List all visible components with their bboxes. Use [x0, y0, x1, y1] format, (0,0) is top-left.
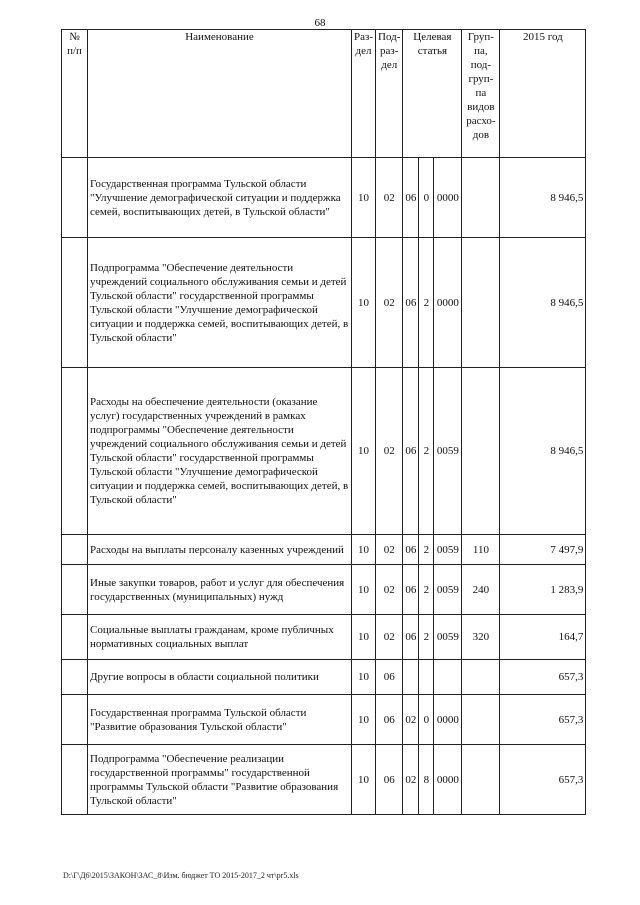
page-number: 68	[314, 17, 326, 29]
row-number-cell	[62, 158, 88, 238]
row-amount-cell: 8 946,5	[500, 158, 586, 238]
row-name-cell: Иные закупки товаров, работ и услуг для обеспечения государственных (муниципальных) нужд	[88, 565, 352, 615]
footer-file-path: D:\Г\Д6\2015\ЗАКОН\ЗАС_8\Изм. бюджет ТО 2015-2017_2 чт\pr5.xls	[63, 871, 299, 880]
row-target-part2-cell: 2	[419, 238, 434, 368]
row-group-cell	[462, 660, 500, 695]
row-razdel-cell: 10	[352, 695, 376, 745]
row-name-cell: Подпрограмма "Обеспечение реализации государственной программы" государственной программы Тульской области "Развитие образования Тульской области"	[88, 745, 352, 815]
row-target-part1-cell: 02	[403, 695, 419, 745]
table-row	[62, 615, 586, 660]
row-number-cell	[62, 565, 88, 615]
row-razdel-cell: 10	[352, 368, 376, 535]
row-group-cell: 110	[462, 535, 500, 565]
row-target-part2-cell	[419, 660, 434, 695]
row-target-part2-cell: 0	[419, 695, 434, 745]
row-podrazdel-cell: 06	[376, 745, 403, 815]
row-group-cell	[462, 238, 500, 368]
row-target-part1-cell: 06	[403, 238, 419, 368]
row-group-cell	[462, 745, 500, 815]
row-target-part3-cell	[434, 660, 462, 695]
row-podrazdel-cell: 02	[376, 368, 403, 535]
row-target-part1-cell	[403, 660, 419, 695]
row-target-part3-cell: 0059	[434, 615, 462, 660]
row-target-part1-cell: 06	[403, 368, 419, 535]
row-group-cell: 240	[462, 565, 500, 615]
row-group-cell	[462, 158, 500, 238]
header-no: № п/п	[62, 30, 88, 158]
row-name-cell: Социальные выплаты гражданам, кроме публичных нормативных социальных выплат	[88, 615, 352, 660]
row-podrazdel-cell: 06	[376, 660, 403, 695]
row-group-cell	[462, 368, 500, 535]
row-number-cell	[62, 660, 88, 695]
row-podrazdel-cell: 02	[376, 615, 403, 660]
row-amount-cell: 8 946,5	[500, 368, 586, 535]
row-razdel-cell: 10	[352, 745, 376, 815]
row-target-part1-cell: 06	[403, 615, 419, 660]
table-row	[62, 158, 586, 238]
row-number-cell	[62, 745, 88, 815]
row-razdel-cell: 10	[352, 565, 376, 615]
row-group-cell	[462, 695, 500, 745]
header-group: Груп- па, под- груп- па видов расхо- дов	[462, 30, 500, 158]
row-razdel-cell: 10	[352, 238, 376, 368]
budget-table	[61, 29, 586, 815]
header-name: Наименование	[88, 30, 352, 158]
row-name-cell: Расходы на выплаты персоналу казенных учреждений	[88, 535, 352, 565]
row-target-part3-cell: 0000	[434, 745, 462, 815]
row-target-part2-cell: 2	[419, 535, 434, 565]
header-podrazdel: Под- раз- дел	[376, 30, 403, 158]
row-target-part3-cell: 0000	[434, 158, 462, 238]
row-podrazdel-cell: 02	[376, 535, 403, 565]
row-name-cell: Другие вопросы в области социальной политики	[88, 660, 352, 695]
row-name-cell: Расходы на обеспечение деятельности (оказание услуг) государственных учреждений в рамках подпрограммы "Обеспечение деятельности учреждений социального обслуживания семьи и детей Тульской области" государственной программы Тульской области "Улучшение демографической ситуации и поддержка семей, воспитывающих детей, в Тульской области"	[88, 368, 352, 535]
table-row	[62, 660, 586, 695]
row-number-cell	[62, 238, 88, 368]
table-row	[62, 368, 586, 535]
row-amount-cell: 1 283,9	[500, 565, 586, 615]
row-target-part1-cell: 06	[403, 158, 419, 238]
row-target-part3-cell: 0000	[434, 695, 462, 745]
row-amount-cell: 164,7	[500, 615, 586, 660]
row-target-part3-cell: 0059	[434, 565, 462, 615]
row-amount-cell: 657,3	[500, 695, 586, 745]
row-podrazdel-cell: 02	[376, 565, 403, 615]
row-number-cell	[62, 368, 88, 535]
header-razdel: Раз- дел	[352, 30, 376, 158]
row-amount-cell: 8 946,5	[500, 238, 586, 368]
row-target-part2-cell: 8	[419, 745, 434, 815]
row-target-part1-cell: 06	[403, 565, 419, 615]
row-target-part1-cell: 02	[403, 745, 419, 815]
table-row	[62, 745, 586, 815]
row-razdel-cell: 10	[352, 615, 376, 660]
table-row	[62, 238, 586, 368]
row-target-part2-cell: 2	[419, 368, 434, 535]
row-amount-cell: 657,3	[500, 660, 586, 695]
row-razdel-cell: 10	[352, 158, 376, 238]
row-razdel-cell: 10	[352, 535, 376, 565]
row-target-part2-cell: 2	[419, 565, 434, 615]
table-row	[62, 535, 586, 565]
row-amount-cell: 7 497,9	[500, 535, 586, 565]
row-podrazdel-cell: 02	[376, 238, 403, 368]
row-podrazdel-cell: 06	[376, 695, 403, 745]
row-target-part2-cell: 2	[419, 615, 434, 660]
row-number-cell	[62, 615, 88, 660]
row-name-cell: Подпрограмма "Обеспечение деятельности учреждений социального обслуживания семьи и детей Тульской области" государственной программы Тульской области "Улучшение демографической ситуации и поддержка семей, воспитывающих детей, в Тульской области"	[88, 238, 352, 368]
table-row	[62, 695, 586, 745]
table-row	[62, 565, 586, 615]
header-target: Целевая статья	[403, 30, 462, 158]
row-podrazdel-cell: 02	[376, 158, 403, 238]
row-target-part3-cell: 0000	[434, 238, 462, 368]
row-target-part2-cell: 0	[419, 158, 434, 238]
header-year: 2015 год	[500, 30, 586, 158]
row-target-part1-cell: 06	[403, 535, 419, 565]
row-razdel-cell: 10	[352, 660, 376, 695]
row-amount-cell: 657,3	[500, 745, 586, 815]
row-group-cell: 320	[462, 615, 500, 660]
row-name-cell: Государственная программа Тульской области "Развитие образования Тульской области"	[88, 695, 352, 745]
row-name-cell: Государственная программа Тульской области "Улучшение демографической ситуации и поддержка семей, воспитывающих детей, в Тульской области"	[88, 158, 352, 238]
row-target-part3-cell: 0059	[434, 368, 462, 535]
row-number-cell	[62, 695, 88, 745]
table-header-row	[62, 30, 586, 158]
row-target-part3-cell: 0059	[434, 535, 462, 565]
row-number-cell	[62, 535, 88, 565]
